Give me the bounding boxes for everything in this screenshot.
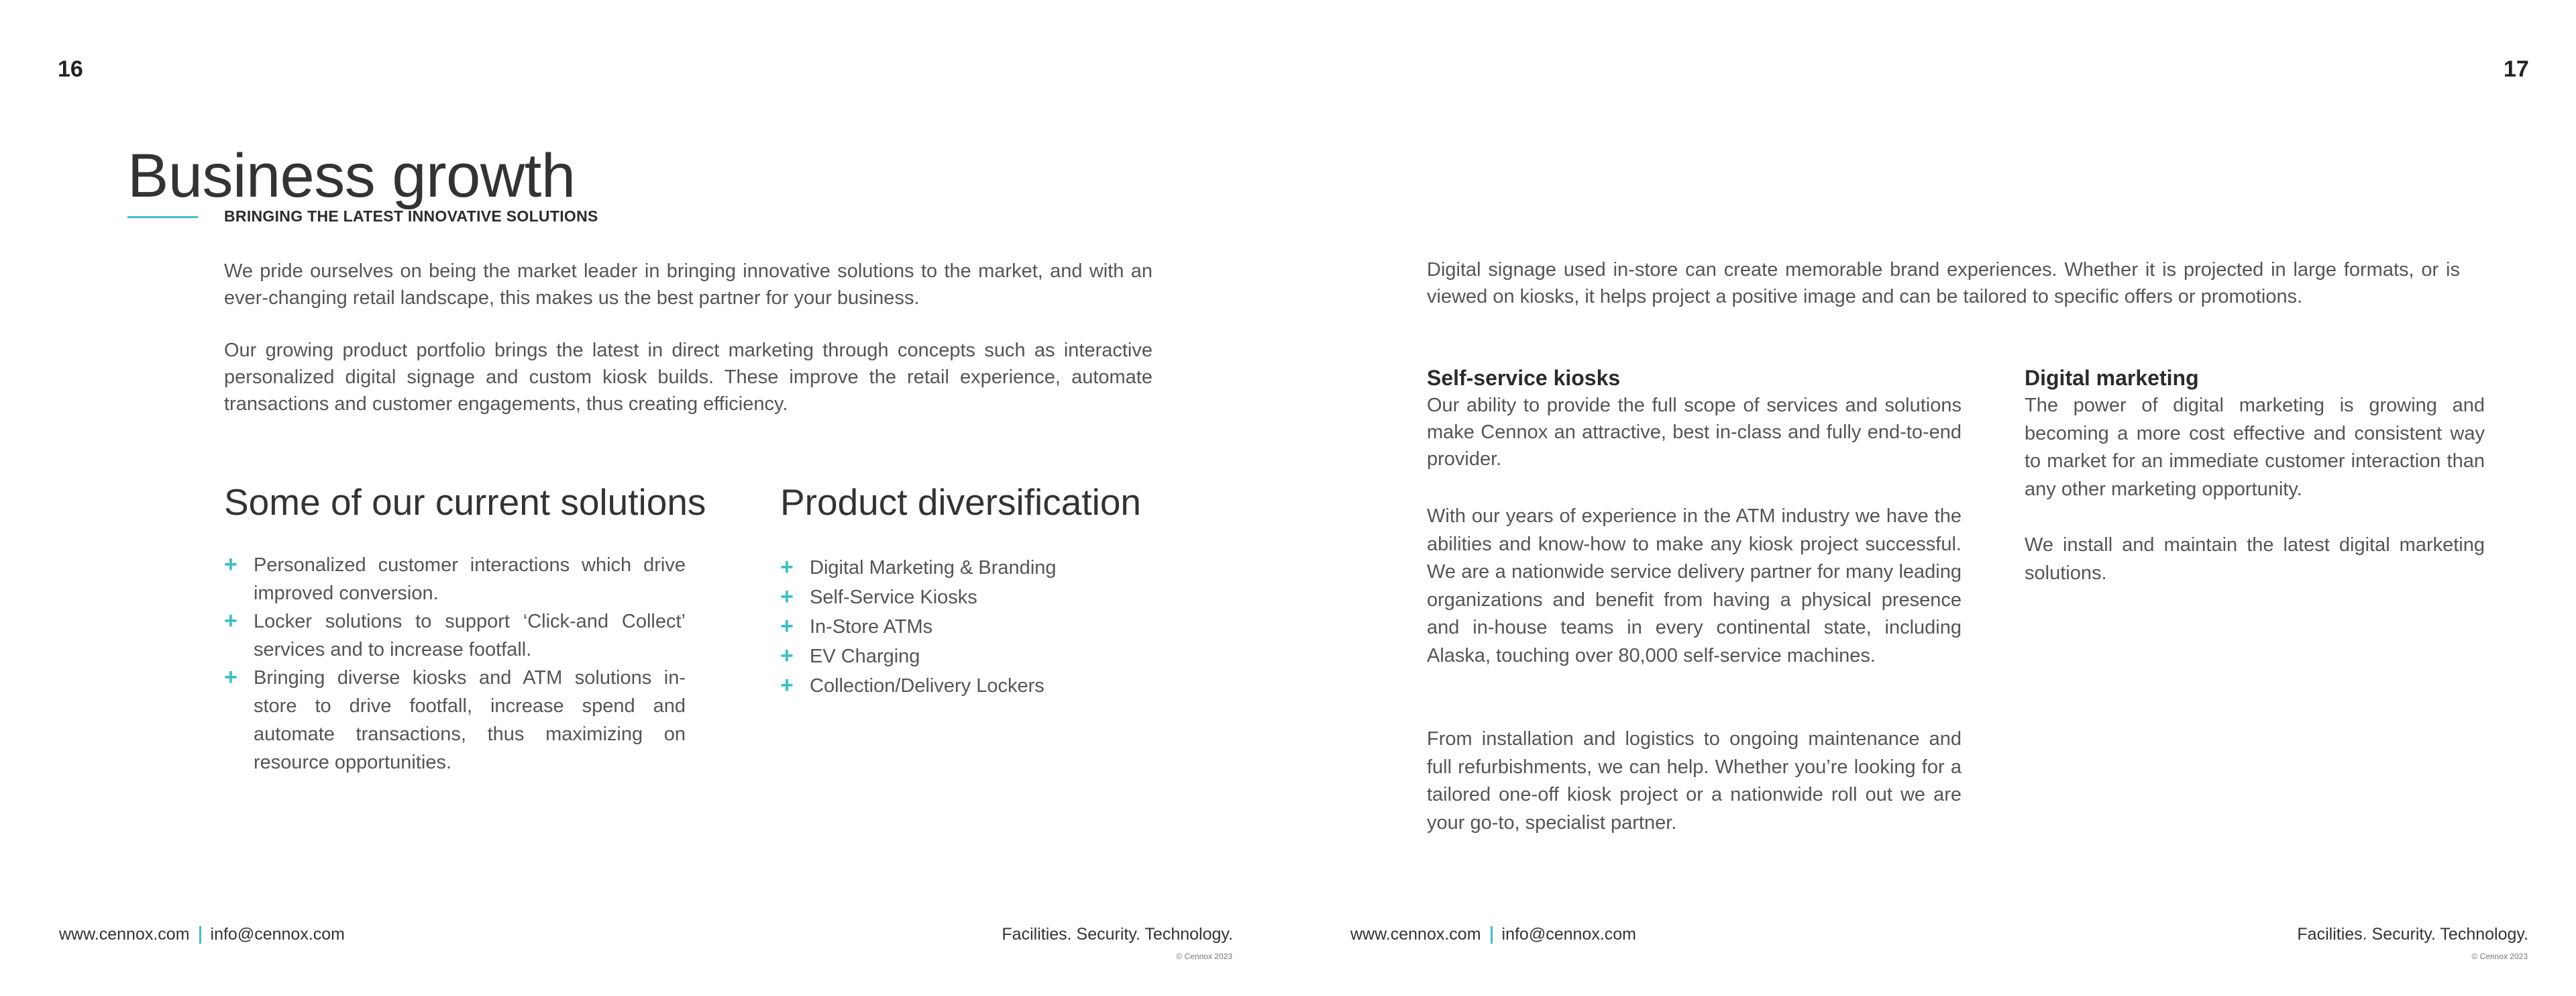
website-link[interactable]: www.cennox.com xyxy=(1350,925,1481,944)
plus-icon: + xyxy=(224,664,237,690)
list-item: + Bringing diverse kiosks and ATM solutions in-store to drive footfall, increase spend and automate transactions, thus maximizing on resource opportunities. xyxy=(224,664,686,773)
list-item: + Personalized customer interactions which drive improved conversion. xyxy=(224,552,686,604)
plus-icon: + xyxy=(224,552,237,577)
marketing-paragraph-2: We install and maintain the latest digital marketing solutions. xyxy=(2025,534,2485,584)
footer-contact-left xyxy=(59,925,345,944)
plus-icon: + xyxy=(780,584,794,609)
footer-divider xyxy=(199,926,201,944)
plus-icon: + xyxy=(224,608,237,634)
list-item: + In-Store ATMs xyxy=(780,612,1156,642)
section-subheading: BRINGING THE LATEST INNOVATIVE SOLUTIONS xyxy=(224,207,598,225)
kiosks-paragraph-3: From installation and logistics to ongoing maintenance and full refurbishments, we can help. Whether you’re looking for a tailored one-off kiosk project or a nationwide roll out we are your go-to, specialist partner. xyxy=(1427,728,1962,834)
plus-icon: + xyxy=(780,554,794,580)
plus-icon: + xyxy=(780,613,794,639)
intro-paragraph-1: We pride ourselves on being the market leader in bringing innovative solutions to the market, and with an ever-changing retail landscape, this makes us the best partner for your business. xyxy=(224,260,1152,309)
marketing-heading: Digital marketing xyxy=(2025,366,2199,390)
page-number-right: 17 xyxy=(2504,56,2529,82)
footer-copyright-left: © Cennox 2023 xyxy=(1176,952,1232,961)
plus-icon: + xyxy=(780,643,794,668)
list-item: + EV Charging xyxy=(780,642,1156,671)
accent-rule xyxy=(127,216,198,218)
diversification-heading: Product diversification xyxy=(780,481,1142,523)
list-item: + Self-Service Kiosks xyxy=(780,583,1156,612)
intro-paragraph-2: Our growing product portfolio brings the latest in direct marketing through concepts such as interactive personalized digital signage and custom kiosk builds. These improve the retail experience, automate transactions and customer engagements, thus creating efficiency. xyxy=(224,340,1152,415)
list-item: + Digital Marketing & Branding xyxy=(780,553,1156,583)
marketing-paragraph-1: The power of digital marketing is growing and becoming a more cost effective and consistent way to market for an immediate customer interaction than any other marketing opportunity. xyxy=(2025,395,2485,500)
plus-icon: + xyxy=(780,673,794,698)
website-link[interactable]: www.cennox.com xyxy=(59,925,190,944)
solutions-list xyxy=(224,551,686,777)
footer-tagline-left: Facilities. Security. Technology. xyxy=(1002,925,1233,944)
list-item: + Locker solutions to support ‘Click-and Collect’ services and to increase footfall. xyxy=(224,608,686,660)
diversification-list xyxy=(780,553,1156,701)
kiosks-heading: Self-service kiosks xyxy=(1427,366,1621,390)
email-link[interactable]: info@cennox.com xyxy=(210,925,345,944)
right-intro-paragraph: Digital signage used in-store can create memorable brand experiences. Whether it is projected in large formats, or is viewed on kiosks, it helps project a positive image and can be tailored to specific offers or promotions. xyxy=(1427,259,2460,307)
footer-copyright-right: © Cennox 2023 xyxy=(2471,952,2528,961)
solutions-heading: Some of our current solutions xyxy=(224,481,706,523)
kiosks-paragraph-1: Our ability to provide the full scope of services and solutions make Cennox an attractive, best in-class and fully end-to-end provider. xyxy=(1427,395,1962,470)
list-item: + Collection/Delivery Lockers xyxy=(780,671,1156,701)
footer-divider xyxy=(1491,926,1493,944)
kiosks-paragraph-2: With our years of experience in the ATM industry we have the abilities and know-how to make any kiosk project successful. We are a nationwide service delivery partner for many leading organizations and benefit from having a physical presence and in-house teams in every continental state, including Alaska, touching over 80,000 self-service machines. xyxy=(1427,505,1962,666)
email-link[interactable]: info@cennox.com xyxy=(1501,925,1637,944)
page-title: Business growth xyxy=(127,141,576,210)
footer-tagline-right: Facilities. Security. Technology. xyxy=(2297,925,2528,944)
footer-contact-right xyxy=(1350,925,1636,944)
page-number-left: 16 xyxy=(58,56,83,82)
